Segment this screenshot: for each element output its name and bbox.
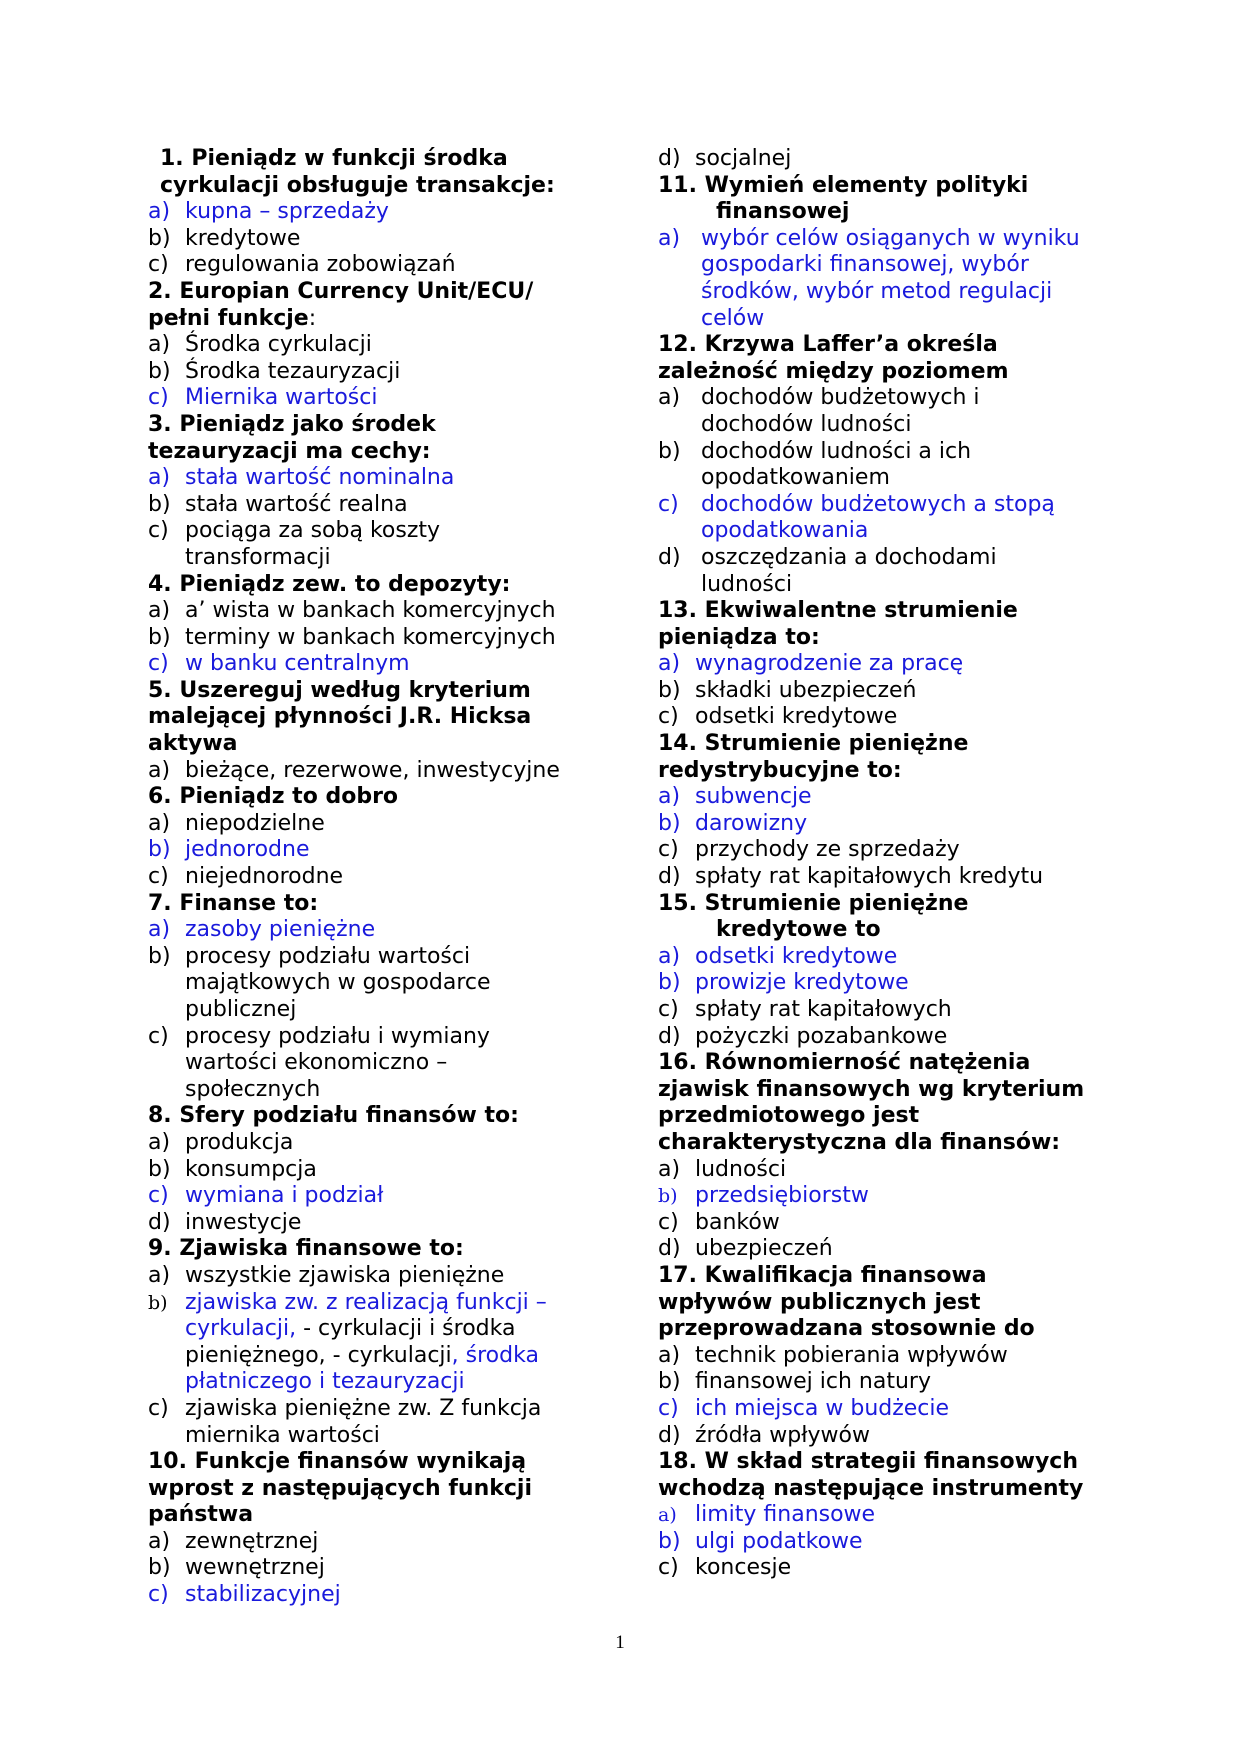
question-text: 15. Strumienie pieniężne kredytowe to bbox=[658, 890, 969, 943]
answer-option-correct bbox=[148, 651, 588, 678]
answer-option bbox=[658, 837, 1088, 864]
option-text: jednorodne bbox=[185, 837, 310, 863]
option-text: wewnętrznej bbox=[185, 1555, 325, 1581]
answer-option bbox=[148, 625, 588, 652]
question-text: 16. Równomierność natężenia zjawisk finansowych wg kryterium przedmiotowego jest charakterystyczna dla finansów: bbox=[658, 1050, 1085, 1155]
option-text: pociąga za sobą koszty transformacji bbox=[185, 518, 441, 570]
answer-option bbox=[148, 1529, 588, 1556]
option-marker: a) bbox=[658, 1156, 681, 1182]
option-text: bieżące, rezerwowe, inwestycyjne bbox=[185, 757, 560, 783]
answer-option bbox=[148, 332, 588, 359]
answer-option-correct bbox=[658, 970, 1088, 997]
option-marker: c) bbox=[148, 1395, 169, 1421]
answer-option bbox=[148, 758, 588, 785]
answer-option bbox=[658, 1236, 1088, 1263]
option-marker: d) bbox=[148, 1209, 171, 1235]
option-text: odsetki kredytowe bbox=[695, 943, 898, 969]
option-text: regulowania zobowiązań bbox=[185, 252, 456, 278]
option-text: dochodów ludności a ich opodatkowaniem bbox=[701, 438, 972, 491]
answer-option-correct bbox=[658, 784, 1088, 811]
question-tail: : bbox=[308, 305, 317, 331]
question-q7 bbox=[148, 891, 588, 918]
answer-option bbox=[658, 1210, 1088, 1237]
option-marker: c) bbox=[658, 1395, 679, 1421]
answer-option bbox=[148, 864, 588, 891]
option-text: ulgi podatkowe bbox=[695, 1528, 863, 1554]
option-marker: a) bbox=[148, 465, 171, 491]
question-q13 bbox=[658, 598, 1088, 651]
option-marker: c) bbox=[658, 491, 679, 517]
option-marker: a) bbox=[148, 1262, 171, 1288]
option-marker: c) bbox=[658, 1555, 679, 1581]
option-text-part: - cyrkulacji i środka pieniężnego, - cyrkulacji bbox=[185, 1316, 516, 1368]
option-marker: b) bbox=[658, 438, 681, 464]
question-text: 14. Strumienie pieniężne redystrybucyjne to: bbox=[658, 731, 969, 783]
option-marker: a) bbox=[658, 1504, 677, 1527]
question-text: 1. Pieniądz w funkcji środka cyrkulacji obsługuje transakcje: bbox=[160, 146, 555, 198]
option-text: produkcja bbox=[185, 1129, 294, 1155]
answer-option bbox=[658, 1343, 1088, 1370]
answer-option-correct bbox=[658, 1529, 1088, 1556]
option-marker: a) bbox=[148, 917, 171, 943]
option-text: zjawiska pieniężne zw. Z funkcja miernika wartości bbox=[185, 1395, 542, 1448]
question-q16 bbox=[658, 1050, 1088, 1156]
option-marker: a) bbox=[148, 810, 171, 836]
question-text: 5. Uszereguj według kryterium malejącej płynności J.R. Hicksa aktywa bbox=[148, 677, 532, 757]
question-text: 13. Ekwiwalentne strumienie pieniądza to: bbox=[658, 598, 1018, 650]
answer-option bbox=[658, 385, 1088, 438]
right-column bbox=[658, 146, 1088, 1582]
question-text: 12. Krzywa Laffer’a określa zależność między poziomem bbox=[658, 332, 1009, 384]
answer-option bbox=[148, 1210, 588, 1237]
option-marker: d) bbox=[658, 1236, 681, 1262]
option-text: Miernika wartości bbox=[185, 385, 378, 411]
option-text: wymiana i podział bbox=[185, 1183, 384, 1209]
question-text: 2. Europian Currency Unit/ECU/ pełni funkcje bbox=[148, 278, 534, 331]
answer-option bbox=[148, 252, 588, 279]
answer-option-correct bbox=[658, 1502, 1088, 1529]
question-text: 3. Pieniądz jako środek tezauryzacji ma cechy: bbox=[148, 411, 436, 464]
question-text: 7. Finanse to: bbox=[148, 890, 319, 916]
option-marker: b) bbox=[148, 225, 171, 251]
option-marker: b) bbox=[148, 624, 171, 650]
option-text: dochodów budżetowych i dochodów ludności bbox=[701, 385, 980, 437]
question-q5 bbox=[148, 678, 588, 758]
answer-option bbox=[148, 226, 588, 253]
option-text: limity finansowe bbox=[695, 1502, 876, 1528]
option-text: stabilizacyjnej bbox=[185, 1582, 341, 1608]
answer-option bbox=[658, 1157, 1088, 1184]
question-text: 6. Pieniądz to dobro bbox=[148, 784, 399, 810]
question-q4 bbox=[148, 572, 588, 599]
option-marker: d) bbox=[658, 146, 681, 171]
question-q14 bbox=[658, 731, 1088, 784]
option-marker: b) bbox=[658, 1528, 681, 1554]
option-text: Środka tezauryzacji bbox=[185, 358, 401, 384]
answer-option bbox=[148, 1130, 588, 1157]
option-text bbox=[185, 1290, 588, 1396]
answer-option bbox=[658, 545, 1088, 598]
option-marker: c) bbox=[148, 651, 169, 677]
option-marker: b) bbox=[658, 810, 681, 836]
question-q11 bbox=[658, 173, 1088, 226]
answer-option-correct bbox=[658, 226, 1088, 332]
answer-option bbox=[658, 146, 1088, 173]
option-text: składki ubezpieczeń bbox=[695, 677, 917, 703]
answer-option-correct bbox=[658, 944, 1088, 971]
answer-option bbox=[148, 811, 588, 838]
answer-option bbox=[148, 1396, 588, 1449]
answer-option-correct bbox=[148, 465, 588, 492]
option-text: wybór celów osiąganych w wyniku gospodarki finansowej, wybór środków, wybór metod regulacji celów bbox=[701, 225, 1080, 331]
answer-option bbox=[148, 1263, 588, 1290]
option-marker: c) bbox=[148, 1023, 169, 1049]
answer-option bbox=[658, 864, 1088, 891]
question-q2 bbox=[148, 279, 588, 332]
option-marker: b) bbox=[658, 1185, 678, 1208]
option-marker: c) bbox=[148, 1582, 169, 1608]
answer-option bbox=[148, 518, 588, 571]
option-text-part: , środka płatniczego i tezauryzacji bbox=[185, 1342, 539, 1395]
option-marker: d) bbox=[658, 1422, 681, 1448]
question-text: 11. Wymień elementy polityki finansowej bbox=[658, 172, 1029, 225]
question-text: 4. Pieniądz zew. to depozyty: bbox=[148, 571, 511, 597]
option-text: dochodów budżetowych a stopą opodatkowania bbox=[701, 491, 1055, 544]
answer-option-correct bbox=[148, 837, 588, 864]
page-number: 1 bbox=[615, 1632, 625, 1653]
option-marker: c) bbox=[148, 1183, 169, 1209]
option-marker: b) bbox=[148, 1156, 171, 1182]
option-text: inwestycje bbox=[185, 1209, 302, 1235]
question-q9 bbox=[148, 1236, 588, 1263]
answer-option-correct bbox=[148, 199, 588, 226]
option-text: ich miejsca w budżecie bbox=[695, 1395, 950, 1421]
option-text: terminy w bankach komercyjnych bbox=[185, 624, 556, 650]
option-text: kredytowe bbox=[185, 225, 301, 251]
option-text: darowizny bbox=[695, 810, 808, 836]
option-text: technik pobierania wpływów bbox=[695, 1342, 1008, 1368]
option-text: pożyczki pozabankowe bbox=[695, 1023, 948, 1049]
option-text: wszystkie zjawiska pieniężne bbox=[185, 1262, 505, 1288]
option-text: ludności bbox=[695, 1156, 787, 1182]
answer-option-correct bbox=[658, 1396, 1088, 1423]
answer-option-correct bbox=[658, 651, 1088, 678]
question-q8 bbox=[148, 1103, 588, 1130]
option-marker: d) bbox=[658, 864, 681, 890]
question-q18 bbox=[658, 1449, 1088, 1502]
option-text: finansowej ich natury bbox=[695, 1369, 931, 1395]
option-text: niejednorodne bbox=[185, 864, 344, 890]
option-marker: b) bbox=[658, 970, 681, 996]
option-text: odsetki kredytowe bbox=[695, 704, 898, 730]
option-text: wynagrodzenie za pracę bbox=[695, 651, 964, 677]
option-text: procesy podziału wartości majątkowych w gospodarce publicznej bbox=[185, 943, 491, 1022]
question-text: 18. W skład strategii finansowych wchodzą następujące instrumenty bbox=[658, 1449, 1084, 1501]
option-text: przedsiębiorstw bbox=[695, 1183, 869, 1209]
question-q1 bbox=[148, 146, 588, 199]
answer-option-correct bbox=[148, 1183, 588, 1210]
option-marker: c) bbox=[658, 704, 679, 730]
option-marker: a) bbox=[658, 1342, 681, 1368]
option-text: zewnętrznej bbox=[185, 1528, 319, 1554]
answer-option bbox=[148, 1555, 588, 1582]
option-marker: c) bbox=[658, 837, 679, 863]
answer-option-correct bbox=[148, 385, 588, 412]
question-q10 bbox=[148, 1449, 588, 1529]
answer-option bbox=[658, 997, 1088, 1024]
option-marker: b) bbox=[148, 1291, 168, 1314]
option-text: oszczędzania a dochodami ludności bbox=[701, 544, 997, 597]
option-text: procesy podziału i wymiany wartości ekonomiczno – społecznych bbox=[185, 1023, 490, 1102]
option-text: spłaty rat kapitałowych bbox=[695, 997, 952, 1022]
question-q6 bbox=[148, 784, 588, 811]
answer-option-correct bbox=[148, 1582, 588, 1609]
answer-option bbox=[658, 1555, 1088, 1582]
option-marker: b) bbox=[658, 677, 681, 703]
option-marker: a) bbox=[148, 1528, 171, 1554]
option-text: w banku centralnym bbox=[185, 651, 410, 677]
answer-option-correct bbox=[658, 492, 1088, 545]
option-marker: b) bbox=[658, 1369, 681, 1395]
left-column bbox=[148, 146, 588, 1609]
option-text: stała wartość nominalna bbox=[185, 465, 455, 491]
option-marker: a) bbox=[148, 598, 171, 624]
option-marker: c) bbox=[148, 385, 169, 411]
answer-option bbox=[148, 359, 588, 386]
option-marker: c) bbox=[148, 252, 169, 278]
option-text: konsumpcja bbox=[185, 1156, 317, 1182]
option-marker: c) bbox=[658, 1209, 679, 1235]
answer-option bbox=[658, 439, 1088, 492]
question-text: 9. Zjawiska finansowe to: bbox=[148, 1236, 464, 1262]
option-marker: a) bbox=[658, 784, 681, 810]
option-marker: b) bbox=[148, 1555, 171, 1581]
option-text: Środka cyrkulacji bbox=[185, 332, 372, 358]
option-marker: a) bbox=[658, 385, 681, 411]
option-marker: a) bbox=[658, 943, 681, 969]
option-marker: c) bbox=[148, 864, 169, 890]
answer-option bbox=[148, 598, 588, 625]
question-text: 17. Kwalifikacja finansowa wpływów publicznych jest przeprowadzana stosownie do bbox=[658, 1262, 1035, 1342]
option-marker: b) bbox=[148, 491, 171, 517]
question-q12 bbox=[658, 332, 1088, 385]
option-text: źródła wpływów bbox=[695, 1422, 870, 1448]
option-text: spłaty rat kapitałowych kredytu bbox=[695, 864, 1044, 890]
answer-option bbox=[658, 704, 1088, 731]
question-q3 bbox=[148, 412, 588, 465]
answer-option bbox=[148, 492, 588, 519]
answer-option bbox=[658, 1423, 1088, 1450]
option-text: banków bbox=[695, 1209, 780, 1235]
option-text: koncesje bbox=[695, 1555, 792, 1581]
question-text: 8. Sfery podziału finansów to: bbox=[148, 1103, 519, 1129]
option-text: prowizje kredytowe bbox=[695, 970, 909, 996]
option-marker: b) bbox=[148, 358, 171, 384]
option-marker: a) bbox=[658, 651, 681, 677]
answer-option-correct bbox=[658, 811, 1088, 838]
option-marker: c) bbox=[658, 997, 679, 1022]
answer-option bbox=[658, 678, 1088, 705]
option-marker: a) bbox=[148, 1129, 171, 1155]
answer-option-correct bbox=[148, 917, 588, 944]
question-text: 10. Funkcje finansów wynikają wprost z następujących funkcji państwa bbox=[148, 1449, 533, 1528]
option-marker: c) bbox=[148, 518, 169, 544]
option-text-part: zjawiska zw. z realizacją funkcji – cyrkulacji, bbox=[185, 1289, 547, 1342]
option-marker: a) bbox=[148, 757, 171, 783]
answer-option bbox=[148, 1024, 588, 1104]
option-text: niepodzielne bbox=[185, 810, 325, 836]
answer-option bbox=[658, 1369, 1088, 1396]
question-q15 bbox=[658, 891, 1088, 944]
option-marker: b) bbox=[148, 837, 171, 863]
option-marker: d) bbox=[658, 1023, 681, 1049]
option-marker: a) bbox=[658, 225, 681, 251]
option-marker: d) bbox=[658, 544, 681, 570]
option-marker: a) bbox=[148, 199, 171, 225]
option-text: zasoby pieniężne bbox=[185, 917, 376, 943]
question-q17 bbox=[658, 1263, 1088, 1343]
answer-option bbox=[148, 1290, 588, 1396]
option-marker: b) bbox=[148, 943, 171, 969]
answer-option-correct bbox=[658, 1183, 1088, 1210]
option-text: kupna – sprzedaży bbox=[185, 199, 389, 225]
option-text: ubezpieczeń bbox=[695, 1236, 833, 1262]
option-text: a’ wista w bankach komercyjnych bbox=[185, 598, 556, 624]
option-text: stała wartość realna bbox=[185, 491, 408, 517]
option-text: socjalnej bbox=[695, 146, 792, 171]
option-text: przychody ze sprzedaży bbox=[695, 837, 960, 863]
option-marker: a) bbox=[148, 332, 171, 358]
option-text: subwencje bbox=[695, 784, 812, 810]
answer-option bbox=[148, 944, 588, 1024]
answer-option bbox=[148, 1157, 588, 1184]
answer-option bbox=[658, 1024, 1088, 1051]
